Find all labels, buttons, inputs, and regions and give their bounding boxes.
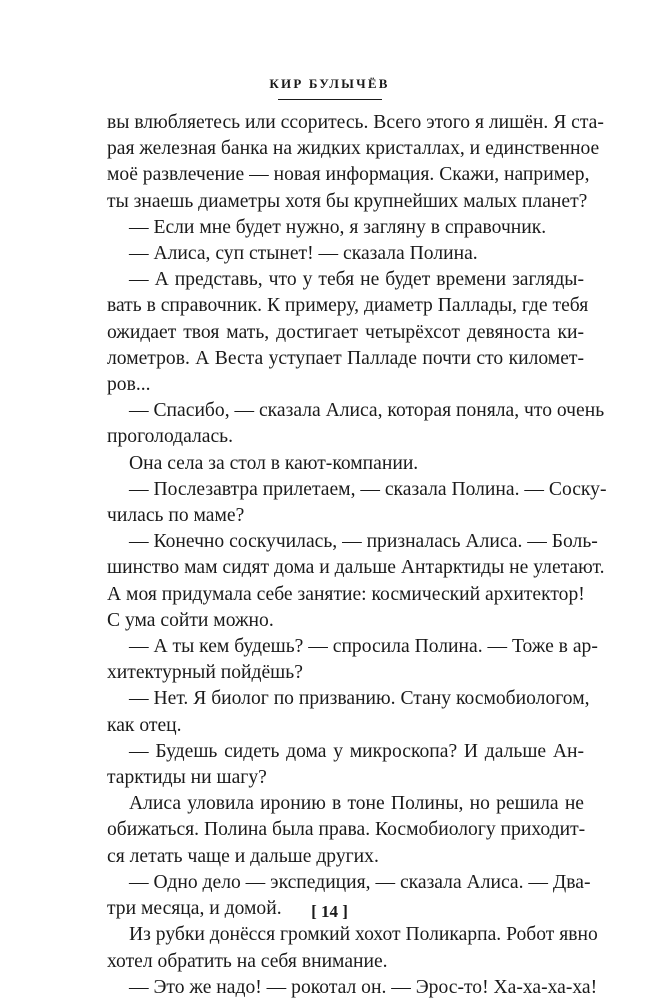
text-line: — Если мне будет нужно, я загляну в справочник.: [129, 216, 547, 238]
text-line: ров...: [107, 374, 151, 396]
running-head: КИР БУЛЫЧЁВ: [269, 76, 390, 91]
text-line: Алиса уловила иронию в тоне Полины, но решила не: [129, 793, 584, 815]
page-number: [ 14 ]: [311, 902, 348, 921]
text-line: обижаться. Полина была права. Космобиологу приходит-: [107, 819, 586, 841]
text-line: тарктиды ни шагу?: [107, 767, 267, 789]
text-line: как отец.: [107, 714, 182, 736]
text-line: — А представь, что у тебя не будет времени загляды-: [129, 269, 584, 291]
text-line: лометров. А Веста уступает Палладе почти сто километ-: [107, 347, 584, 369]
text-line: — А ты кем будешь? — спросила Полина. — Тоже в ар-: [129, 636, 598, 658]
text-line: С ума сойти можно.: [107, 609, 274, 631]
text-line: — Послезавтра прилетаем, — сказала Полина. — Соску-: [129, 478, 607, 500]
text-line: — Будешь сидеть дома у микроскопа? И дальше Ан-: [129, 740, 584, 762]
text-line: — Это же надо! — рокотал он. — Эрос-то! Ха-ха-ха-ха!: [129, 976, 598, 998]
text-line: — Нет. Я биолог по призванию. Стану космобиологом,: [129, 688, 590, 710]
header-underline: [278, 99, 382, 100]
text-line: ся летать чаще и дальше других.: [107, 845, 379, 867]
text-line: А моя придумала себе занятие: космический архитектор!: [107, 583, 585, 605]
text-line: чилась по маме?: [107, 505, 245, 527]
text-line: Она села за стол в кают-компании.: [129, 452, 419, 474]
text-line: ожидает твоя мать, достигает четырёхсот девяноста ки-: [107, 321, 584, 343]
text-line: — Конечно соскучилась, — призналась Алиса. — Боль-: [129, 531, 598, 553]
text-line: — Одно дело — экспедиция, — сказала Алиса. — Два-: [129, 871, 591, 893]
text-line: вать в справочник. К примеру, диаметр Паллады, где тебя: [107, 295, 589, 317]
text-line: ты знаешь диаметры хотя бы крупнейших малых планет?: [107, 190, 588, 212]
text-line: Из рубки донёсся громкий хохот Поликарпа. Робот явно: [129, 924, 598, 946]
text-line: три месяца, и домой.: [107, 898, 282, 920]
text-line: шинство мам сидят дома и дальше Антарктиды не улетают.: [107, 557, 605, 579]
text-line: — Алиса, суп стынет! — сказала Полина.: [129, 243, 478, 265]
text-line: хотел обратить на себя внимание.: [107, 950, 388, 972]
text-line: моё развлечение — новая информация. Скажи, например,: [107, 164, 590, 186]
text-line: рая железная банка на жидких кристаллах, и единственное: [107, 138, 600, 160]
text-line: хитектурный пойдёшь?: [107, 662, 303, 684]
text-line: проголодалась.: [107, 426, 234, 448]
body-text: [107, 110, 607, 1001]
text-line: — Спасибо, — сказала Алиса, которая поняла, что очень: [129, 400, 605, 422]
text-line: вы влюбляетесь или ссоритесь. Всего этого я лишён. Я ста-: [107, 112, 604, 133]
